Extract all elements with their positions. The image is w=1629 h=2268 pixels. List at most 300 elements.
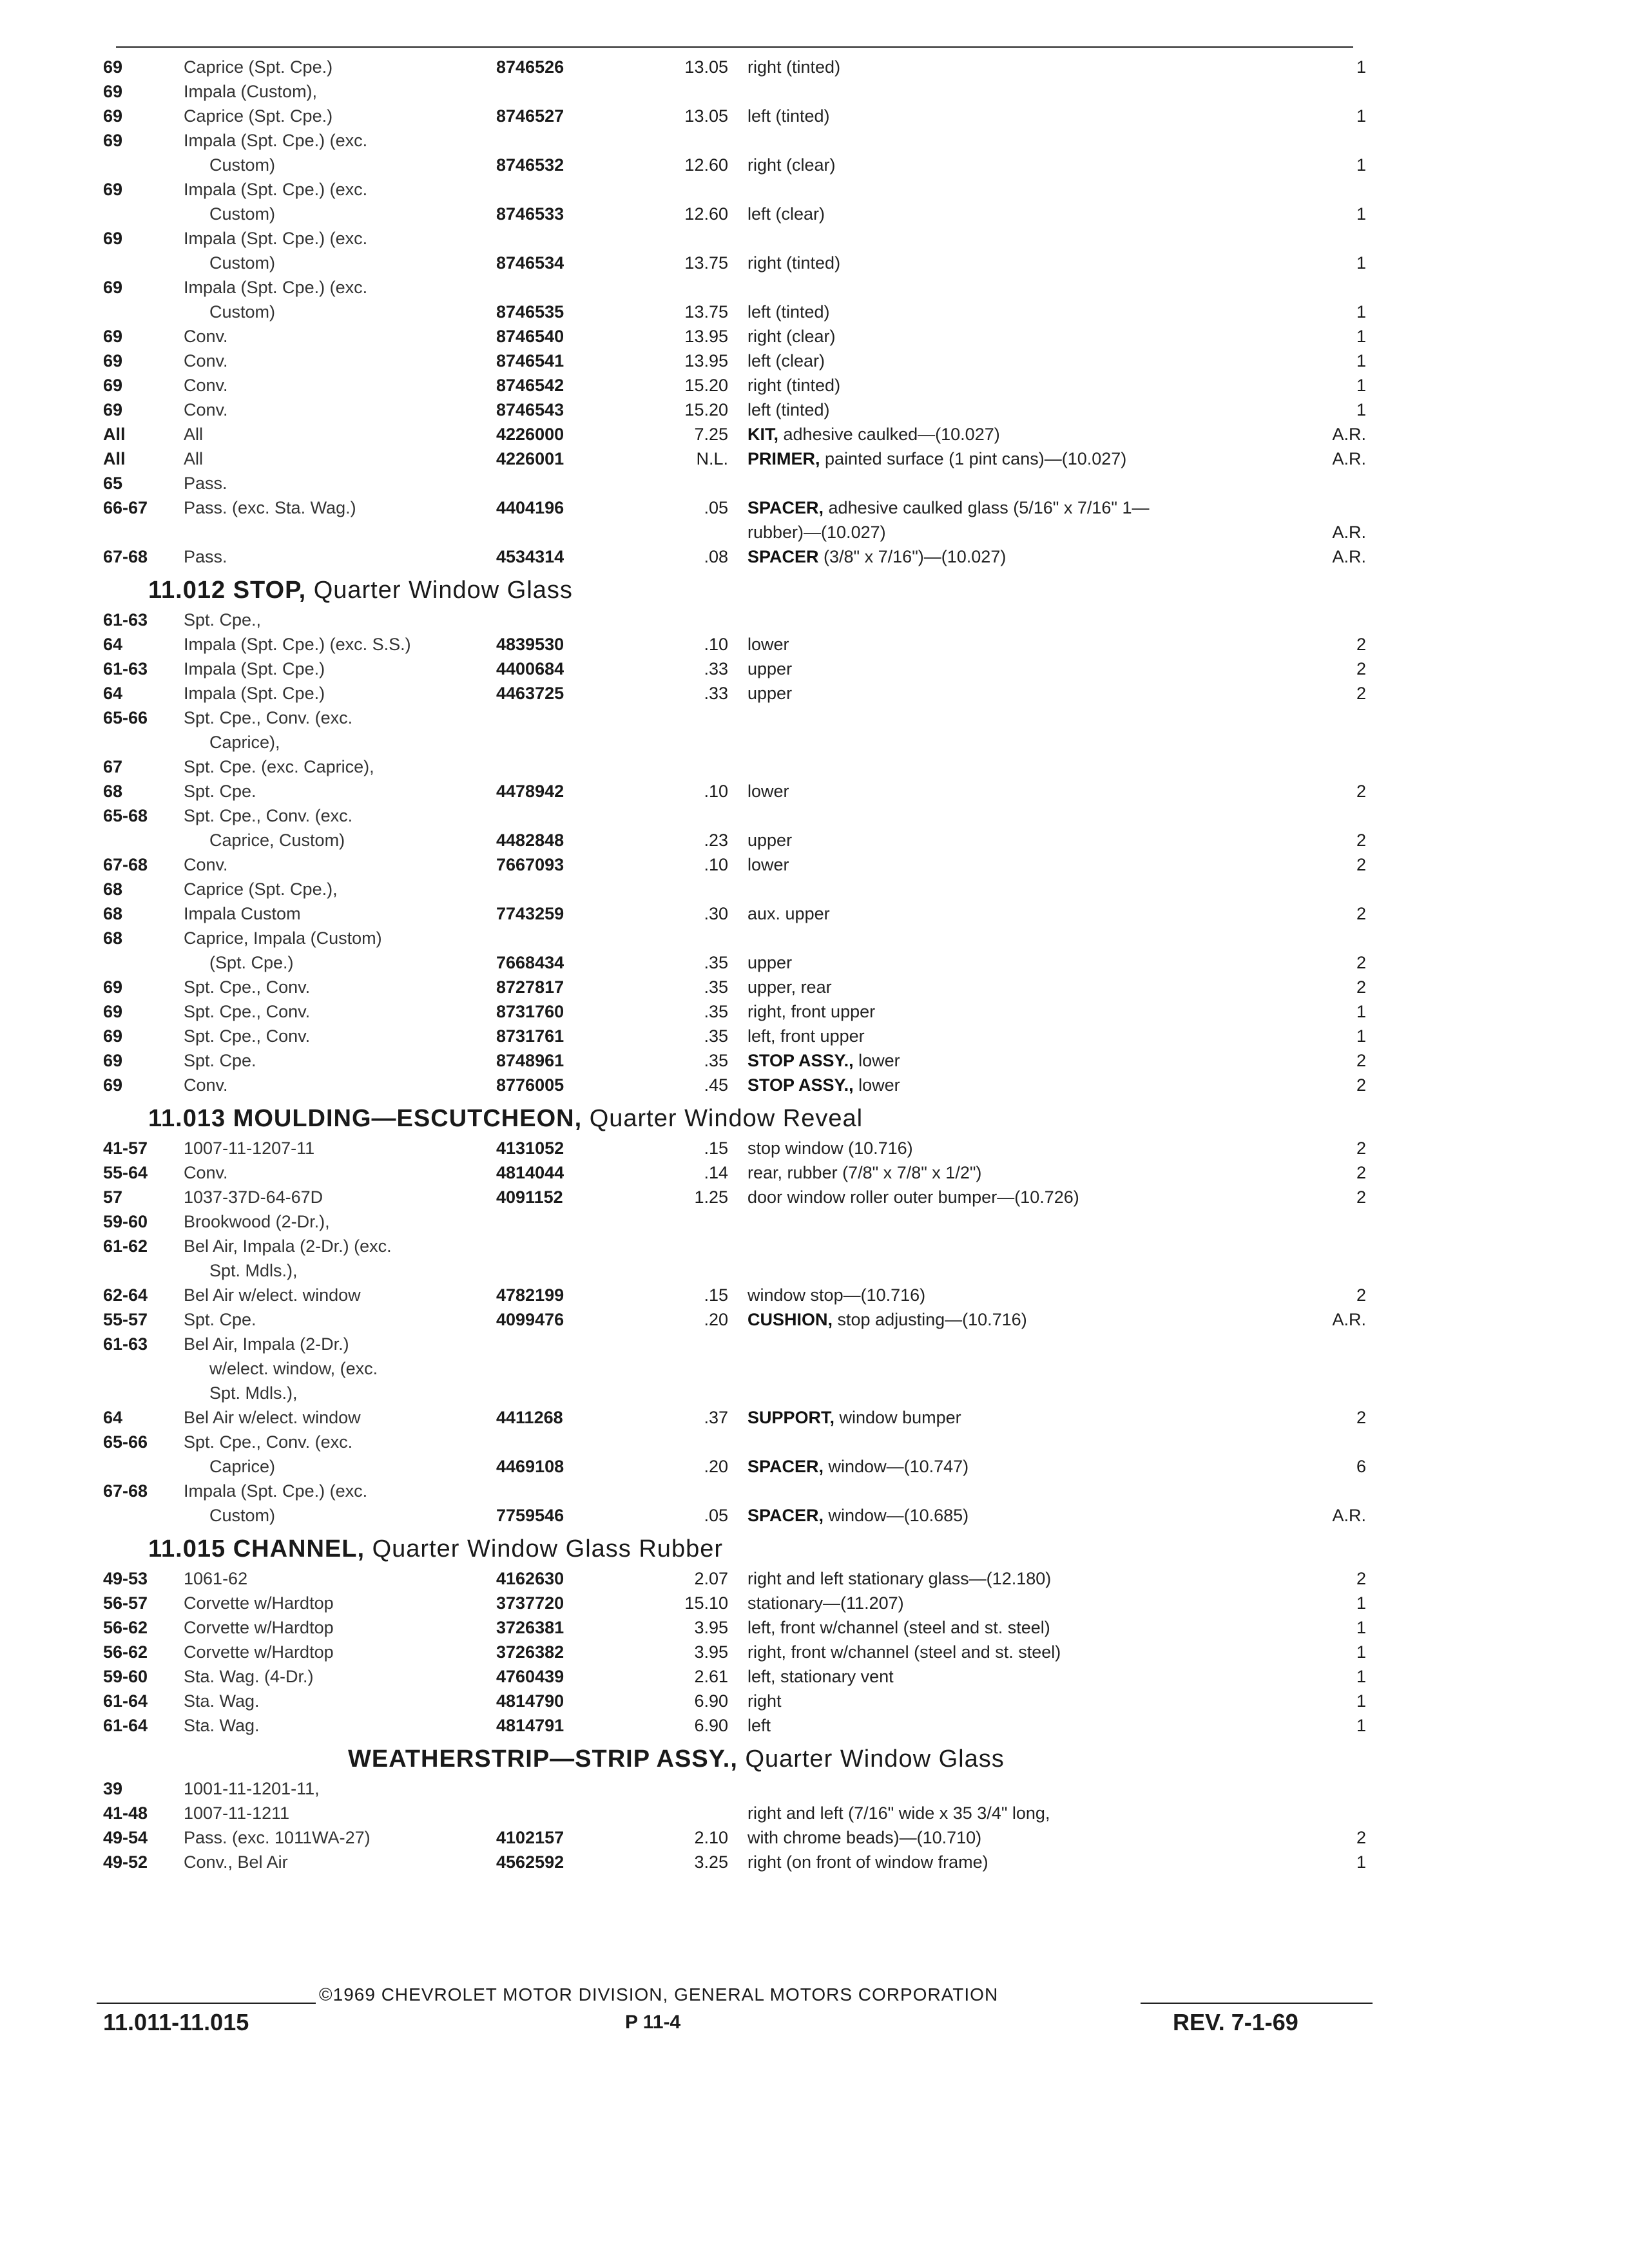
model-description [184,1713,493,1738]
model-text: Caprice (Spt. Cpe.) [184,57,333,77]
description-text: stationary—(11.207) [747,1593,904,1613]
model-text: Spt. Cpe. (exc. Caprice), [184,757,374,776]
description-text: upper [747,659,793,678]
description-text: adhesive caulked glass (5/16" x 7/16" 1— [828,498,1150,517]
price: .45 [704,1075,728,1095]
model-text: Spt. Mdls.), [209,1261,298,1280]
part-description [747,373,1289,398]
model-text: Caprice (Spt. Cpe.) [184,106,333,126]
quantity: 2 [1356,659,1366,678]
price: 2.10 [694,1828,728,1847]
model-text: 1001-11-1201-11, [184,1779,320,1798]
model-text: Spt. Cpe., Conv. (exc. [184,806,353,825]
catalog-page [97,26,1385,2035]
quantity: 2 [1356,953,1366,972]
parts-row [97,803,1385,828]
section-heading [97,1743,1385,1775]
parts-row [97,128,1385,153]
price: 12.60 [684,155,728,175]
model-description [184,1258,493,1283]
parts-row [97,1801,1385,1825]
quantity: A.R. [1332,449,1366,468]
part-description [747,975,1289,999]
model-description [184,1640,493,1664]
part-number: 7759546 [496,1506,564,1525]
quantity: 2 [1356,1408,1366,1427]
model-year: 56-57 [103,1593,148,1613]
quantity: A.R. [1332,547,1366,566]
description-text: right and left (7/16" wide x 35 3/4" long, [747,1803,1050,1823]
model-year: 66-67 [103,498,148,517]
model-description [184,1381,493,1405]
model-text: Caprice, Impala (Custom) [184,928,382,948]
model-text: Caprice, Custom) [209,831,345,850]
model-description [184,1073,493,1097]
price: 7.25 [694,425,728,444]
parts-row [97,681,1385,706]
parts-row [97,828,1385,852]
part-name: CUSHION, [747,1310,838,1329]
part-description [747,398,1289,422]
part-name: SUPPORT, [747,1408,840,1427]
part-name: SPACER [747,547,824,566]
part-description [747,1073,1289,1097]
model-text: Impala (Custom), [184,82,318,101]
model-text: Sta. Wag. (4-Dr.) [184,1667,314,1686]
quantity: 2 [1356,684,1366,703]
model-text: Pass. (exc. 1011WA-27) [184,1828,371,1847]
parts-row [97,1024,1385,1048]
quantity: 2 [1356,977,1366,997]
description-text: stop adjusting—(10.716) [837,1310,1027,1329]
parts-row [97,999,1385,1024]
model-description [184,1430,493,1454]
price: .05 [704,498,728,517]
part-number: 8727817 [496,977,564,997]
part-number: 4478942 [496,782,564,801]
model-text: Bel Air w/elect. window [184,1408,361,1427]
model-text: Spt. Cpe., Conv. (exc. [184,1432,353,1452]
description-text: right (on front of window frame) [747,1852,988,1872]
model-text: Impala (Spt. Cpe.) [184,659,325,678]
section-heading-main: WEATHERSTRIP—STRIP ASSY., [348,1745,746,1773]
model-text: Sta. Wag. [184,1716,260,1735]
section-heading [97,574,1385,606]
part-number: 4463725 [496,684,564,703]
model-year: 61-63 [103,1334,148,1354]
quantity: A.R. [1332,1506,1366,1525]
part-number: 4226000 [496,425,564,444]
price: 2.61 [694,1667,728,1686]
parts-row [97,104,1385,128]
quantity: 2 [1356,831,1366,850]
quantity: 1 [1356,57,1366,77]
model-text: Conv. [184,1075,228,1095]
parts-section [97,1743,1385,1874]
parts-row [97,608,1385,632]
quantity: A.R. [1332,1310,1366,1329]
model-year: 59-60 [103,1212,148,1231]
model-description [184,632,493,657]
model-description [184,926,493,950]
model-description [184,852,493,877]
parts-row [97,1566,1385,1591]
model-description [184,1160,493,1185]
parts-section [97,574,1385,1097]
part-number: 4814791 [496,1716,564,1735]
model-text: w/elect. window, (exc. [209,1359,378,1378]
part-number: 8746533 [496,204,564,224]
description-text: adhesive caulked—(10.027) [783,425,1000,444]
part-number: 4534314 [496,547,564,566]
model-year: 49-53 [103,1569,148,1588]
model-text: Conv. [184,376,228,395]
parts-row [97,1713,1385,1738]
quantity: 2 [1356,1139,1366,1158]
model-description [184,999,493,1024]
section-range: 11.011-11.015 [103,2009,249,2035]
parts-row [97,520,1385,544]
quantity: 1 [1356,351,1366,370]
model-description [184,544,493,569]
price: .10 [704,635,728,654]
part-number: 8746543 [496,400,564,419]
model-year: All [103,449,126,468]
parts-row [97,1454,1385,1479]
quantity: 1 [1356,1618,1366,1637]
description-text: window—(10.685) [828,1506,969,1525]
model-description [184,877,493,901]
model-year: 69 [103,977,123,997]
part-description [747,520,1289,544]
price: 1.25 [694,1187,728,1207]
part-description [747,447,1289,471]
price: .05 [704,1506,728,1525]
parts-row [97,1048,1385,1073]
model-year: 56-62 [103,1618,148,1637]
description-text: upper [747,684,793,703]
model-text: Bel Air, Impala (2-Dr.) (exc. [184,1236,392,1256]
price: 13.75 [684,253,728,273]
model-year: 64 [103,635,123,654]
parts-row [97,495,1385,520]
part-number: 8746535 [496,302,564,322]
model-text: Conv., Bel Air [184,1852,288,1872]
part-number: 7668434 [496,953,564,972]
model-description [184,1664,493,1689]
part-name: PRIMER, [747,449,825,468]
quantity: 2 [1356,904,1366,923]
description-text: lower [747,855,789,874]
parts-row [97,1825,1385,1850]
part-name: STOP ASSY., [747,1051,859,1070]
description-text: left (tinted) [747,400,830,419]
part-description [747,1664,1289,1689]
price: 3.95 [694,1642,728,1662]
model-description [184,1283,493,1307]
parts-row [97,1503,1385,1528]
parts-row [97,1160,1385,1185]
price: 13.05 [684,106,728,126]
model-text: Spt. Cpe., Conv. (exc. [184,708,353,727]
part-number: 8731761 [496,1026,564,1046]
part-name: KIT, [747,425,784,444]
parts-row [97,373,1385,398]
model-year: 67-68 [103,855,148,874]
description-text: upper [747,953,793,972]
model-text: Bel Air w/elect. window [184,1285,361,1305]
model-description [184,202,493,226]
model-description [184,324,493,349]
description-text: lower [747,635,789,654]
description-text: right [747,1691,782,1711]
model-year: 69 [103,180,123,199]
model-description [184,300,493,324]
model-description [184,349,493,373]
model-text: Caprice) [209,1457,276,1476]
model-description [184,153,493,177]
model-text: 1037-37D-64-67D [184,1187,323,1207]
model-year: 61-63 [103,659,148,678]
parts-row [97,55,1385,79]
model-year: 64 [103,1408,123,1427]
part-number: 8746540 [496,327,564,346]
part-number: 8748961 [496,1051,564,1070]
model-description [184,1136,493,1160]
model-text: All [184,425,204,444]
part-description [747,779,1289,803]
price: .35 [704,1026,728,1046]
model-text: Pass. [184,547,227,566]
model-text: Impala (Spt. Cpe.) [184,684,325,703]
price: N.L. [696,449,728,468]
part-number: 8731760 [496,1002,564,1021]
model-year: 49-52 [103,1852,148,1872]
parts-row [97,657,1385,681]
model-text: Caprice (Spt. Cpe.), [184,879,338,899]
model-year: 69 [103,327,123,346]
part-name: STOP ASSY., [747,1075,859,1095]
parts-row [97,1185,1385,1209]
price: 3.25 [694,1852,728,1872]
part-description [747,681,1289,706]
price: 12.60 [684,204,728,224]
model-text: Corvette w/Hardtop [184,1618,334,1637]
section-heading-sub: Quarter Window Reveal [589,1105,863,1132]
model-year: 65-66 [103,708,148,727]
model-year: 61-63 [103,610,148,629]
model-text: Custom) [209,155,276,175]
part-description [747,1283,1289,1307]
price: .33 [704,684,728,703]
part-number: 7667093 [496,855,564,874]
model-text: Corvette w/Hardtop [184,1593,334,1613]
model-text: 1007-11-1207-11 [184,1139,315,1158]
model-description [184,901,493,926]
model-description [184,1209,493,1234]
model-description [184,1479,493,1503]
model-text: Caprice), [209,733,280,752]
part-number: 4814044 [496,1163,564,1182]
parts-row [97,1776,1385,1801]
part-number: 3737720 [496,1593,564,1613]
part-description [747,950,1289,975]
quantity: 1 [1356,253,1366,273]
model-year: 61-64 [103,1691,148,1711]
quantity: 2 [1356,1187,1366,1207]
model-description [184,495,493,520]
footer-rule-left [97,2003,316,2004]
parts-row [97,877,1385,901]
part-description [747,1454,1289,1479]
description-text: right (clear) [747,327,836,346]
part-number: 4469108 [496,1457,564,1476]
model-text: Impala Custom [184,904,301,923]
part-description [747,852,1289,877]
parts-row [97,251,1385,275]
parts-row [97,1283,1385,1307]
parts-row [97,544,1385,569]
description-text: right (clear) [747,155,836,175]
parts-row [97,398,1385,422]
model-year: 68 [103,928,123,948]
model-year: 55-64 [103,1163,148,1182]
parts-row [97,422,1385,447]
copyright-line: ©1969 CHEVROLET MOTOR DIVISION, GENERAL MOTORS CORPORATION [319,1984,999,2004]
section-heading [97,1102,1385,1135]
part-description [747,202,1289,226]
model-text: Spt. Cpe., [184,610,262,629]
model-text: Custom) [209,1506,276,1525]
model-text: Spt. Cpe. [184,782,256,801]
parts-row [97,852,1385,877]
quantity: 2 [1356,635,1366,654]
part-number: 4131052 [496,1139,564,1158]
model-description [184,828,493,852]
part-description [747,300,1289,324]
parts-row [97,754,1385,779]
part-number: 4404196 [496,498,564,517]
description-text: door window roller outer bumper—(10.726) [747,1187,1079,1207]
part-description [747,828,1289,852]
parts-section [97,55,1385,569]
parts-row [97,1664,1385,1689]
quantity: 1 [1356,327,1366,346]
description-text: painted surface (1 pint cans)—(10.027) [825,449,1127,468]
model-description [184,447,493,471]
parts-row [97,447,1385,471]
part-description [747,1160,1289,1185]
part-number: 4226001 [496,449,564,468]
model-description [184,1185,493,1209]
model-year: 67-68 [103,1481,148,1501]
part-number: 8746534 [496,253,564,273]
part-number: 8776005 [496,1075,564,1095]
parts-row [97,471,1385,495]
model-text: Custom) [209,302,276,322]
model-year: 65 [103,474,123,493]
model-year: 62-64 [103,1285,148,1305]
price: .10 [704,782,728,801]
model-year: 69 [103,106,123,126]
parts-row [97,300,1385,324]
part-description [747,251,1289,275]
model-description [184,975,493,999]
part-description [747,1591,1289,1615]
parts-section [97,1533,1385,1738]
part-number: 4839530 [496,635,564,654]
price: 13.05 [684,57,728,77]
parts-row [97,1332,1385,1356]
part-number: 4814790 [496,1691,564,1711]
price: 15.20 [684,400,728,419]
price: .33 [704,659,728,678]
parts-row [97,226,1385,251]
part-number: 3726381 [496,1618,564,1637]
parts-row [97,1430,1385,1454]
model-text: Custom) [209,204,276,224]
model-description [184,398,493,422]
model-year: 69 [103,57,123,77]
part-description [747,544,1289,569]
description-text: window stop—(10.716) [747,1285,926,1305]
model-year: 68 [103,782,123,801]
model-text: Spt. Cpe. [184,1051,256,1070]
description-text: left (clear) [747,204,825,224]
description-text: lower [747,782,789,801]
parts-row [97,1356,1385,1381]
model-text: Conv. [184,351,228,370]
price: .23 [704,831,728,850]
parts-row [97,1640,1385,1664]
part-number: 4411268 [496,1408,563,1427]
price: .08 [704,547,728,566]
parts-row [97,79,1385,104]
model-description [184,1615,493,1640]
quantity: 1 [1356,155,1366,175]
parts-row [97,926,1385,950]
parts-row [97,632,1385,657]
description-text: lower [858,1075,900,1095]
model-year: 41-57 [103,1139,148,1158]
part-description [747,1503,1289,1528]
part-description [747,999,1289,1024]
model-description [184,79,493,104]
model-text: Spt. Mdls.), [209,1383,298,1403]
part-name: SPACER, [747,498,829,517]
description-text: right and left stationary glass—(12.180) [747,1569,1052,1588]
model-year: 69 [103,1075,123,1095]
model-year: 49-54 [103,1828,148,1847]
part-number: 8746527 [496,106,564,126]
quantity: 1 [1356,302,1366,322]
model-text: Custom) [209,253,276,273]
model-description [184,373,493,398]
model-description [184,1689,493,1713]
description-text: left (clear) [747,351,825,370]
price: 13.75 [684,302,728,322]
model-text: Conv. [184,855,228,874]
model-description [184,1024,493,1048]
quantity: 1 [1356,204,1366,224]
model-text: 1061-62 [184,1569,248,1588]
model-text: Impala (Spt. Cpe.) (exc. S.S.) [184,635,411,654]
model-year: 69 [103,82,123,101]
model-text: Impala (Spt. Cpe.) (exc. [184,278,368,297]
model-text: Brookwood (2-Dr.), [184,1212,330,1231]
part-description [747,1801,1289,1825]
model-text: Spt. Cpe., Conv. [184,977,311,997]
